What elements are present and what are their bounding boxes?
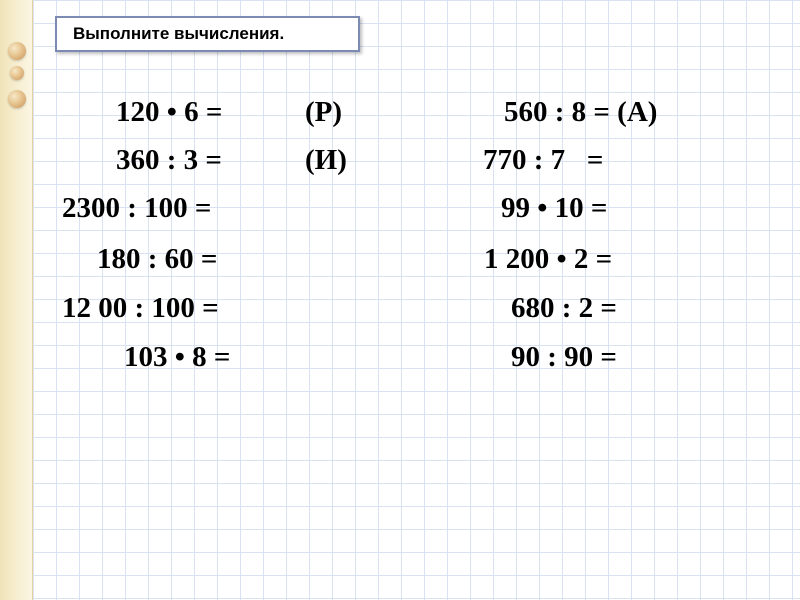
decorative-side-strip	[0, 0, 33, 600]
left-expression: 103 • 8 =	[124, 341, 231, 373]
right-expression: 560 : 8 = (А)	[504, 96, 658, 128]
left-expression: 2300 : 100 =	[62, 192, 212, 224]
right-expression: 99 • 10 =	[501, 192, 608, 224]
right-expression: 1 200 • 2 =	[484, 243, 613, 275]
bead-ornament	[10, 66, 24, 80]
left-expression: 12 00 : 100 =	[62, 292, 219, 324]
task-title: Выполните вычисления.	[55, 16, 360, 52]
left-expression: 120 • 6 =	[116, 96, 223, 128]
right-expression: 770 : 7 =	[483, 144, 604, 176]
right-expression: 90 : 90 =	[511, 341, 617, 373]
bead-ornament	[8, 42, 26, 60]
left-expression: 360 : 3 =	[116, 144, 222, 176]
answer-letter: (И)	[305, 144, 347, 176]
left-expression: 180 : 60 =	[97, 243, 218, 275]
bead-ornament	[8, 90, 26, 108]
right-expression: 680 : 2 =	[511, 292, 617, 324]
answer-letter: (Р)	[305, 96, 343, 128]
